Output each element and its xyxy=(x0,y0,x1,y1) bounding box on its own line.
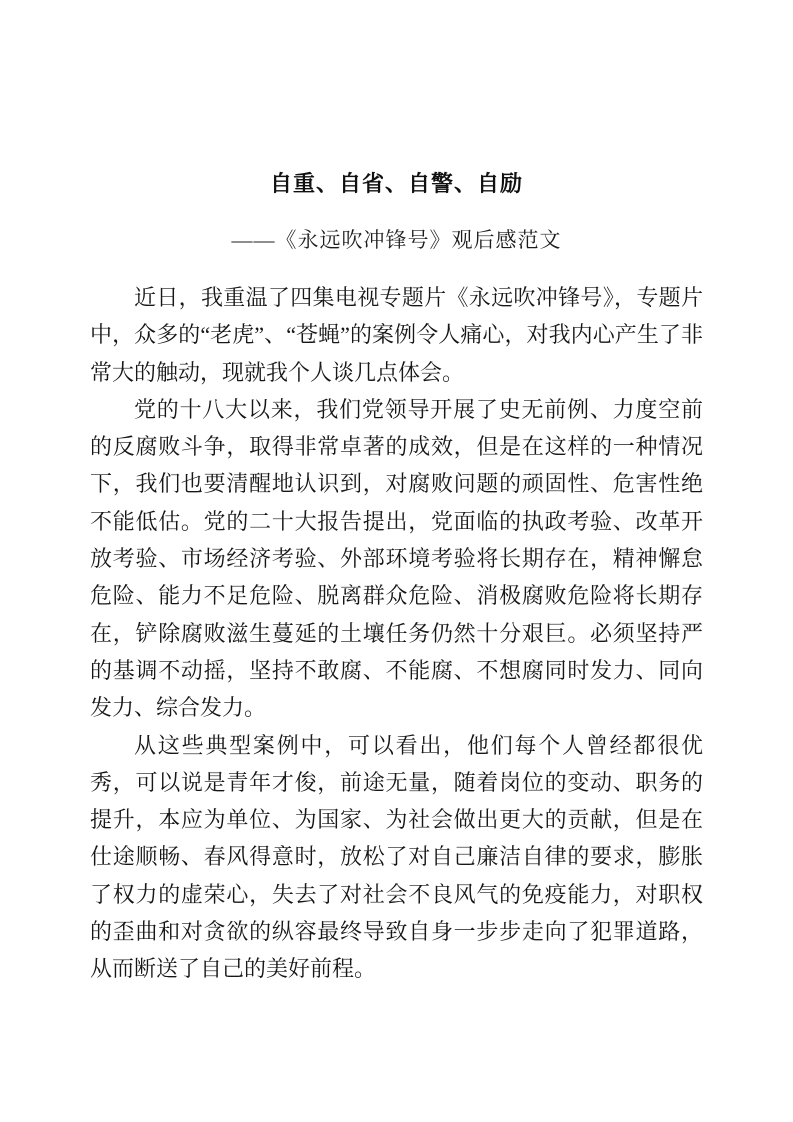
paragraph-typical-cases: 从这些典型案例中，可以看出，他们每个人曾经都很优秀，可以说是青年才俊，前途无量，随着岗位的变动、职务的提升，本应为单位、为国家、为社会做出更大的贡献，但是在仕途顺畅、春风得意时，放松了对自己廉洁自律的要求，膨胀了权力的虚荣心，失去了对社会不良风气的免疫能力，对职权的歪曲和对贪欲的纵容最终导致自身一步步走向了犯罪道路，从而断送了自己的美好前程。 xyxy=(90,732,703,982)
document-title: 自重、自省、自警、自励 xyxy=(269,171,523,196)
document-subtitle: ——《永远吹冲锋号》观后感范文 xyxy=(231,228,562,252)
paragraph-intro: 近日，我重温了四集电视专题片《永远吹冲锋号》，专题片中，众多的“老虎”、“苍蝇”的案例令人痛心，对我内心产生了非常大的触动，现就我个人谈几点体会。 xyxy=(90,285,703,385)
paragraph-anti-corruption-situation: 党的十八大以来，我们党领导开展了史无前例、力度空前的反腐败斗争，取得非常卓著的成效，但是在这样的一种情况下，我们也要清醒地认识到，对腐败问题的顽固性、危害性绝不能低估。党的二十大报告提出，党面临的执政考验、改革开放考验、市场经济考验、外部环境考验将长期存在，精神懈怠危险、能力不足危险、脱离群众危险、消极腐败危险将长期存在，铲除腐败滋生蔓延的土壤任务仍然十分艰巨。必须坚持严的基调不动摇，坚持不敢腐、不能腐、不想腐同时发力、同向发力、综合发力。 xyxy=(90,396,703,721)
document-body xyxy=(90,279,703,988)
